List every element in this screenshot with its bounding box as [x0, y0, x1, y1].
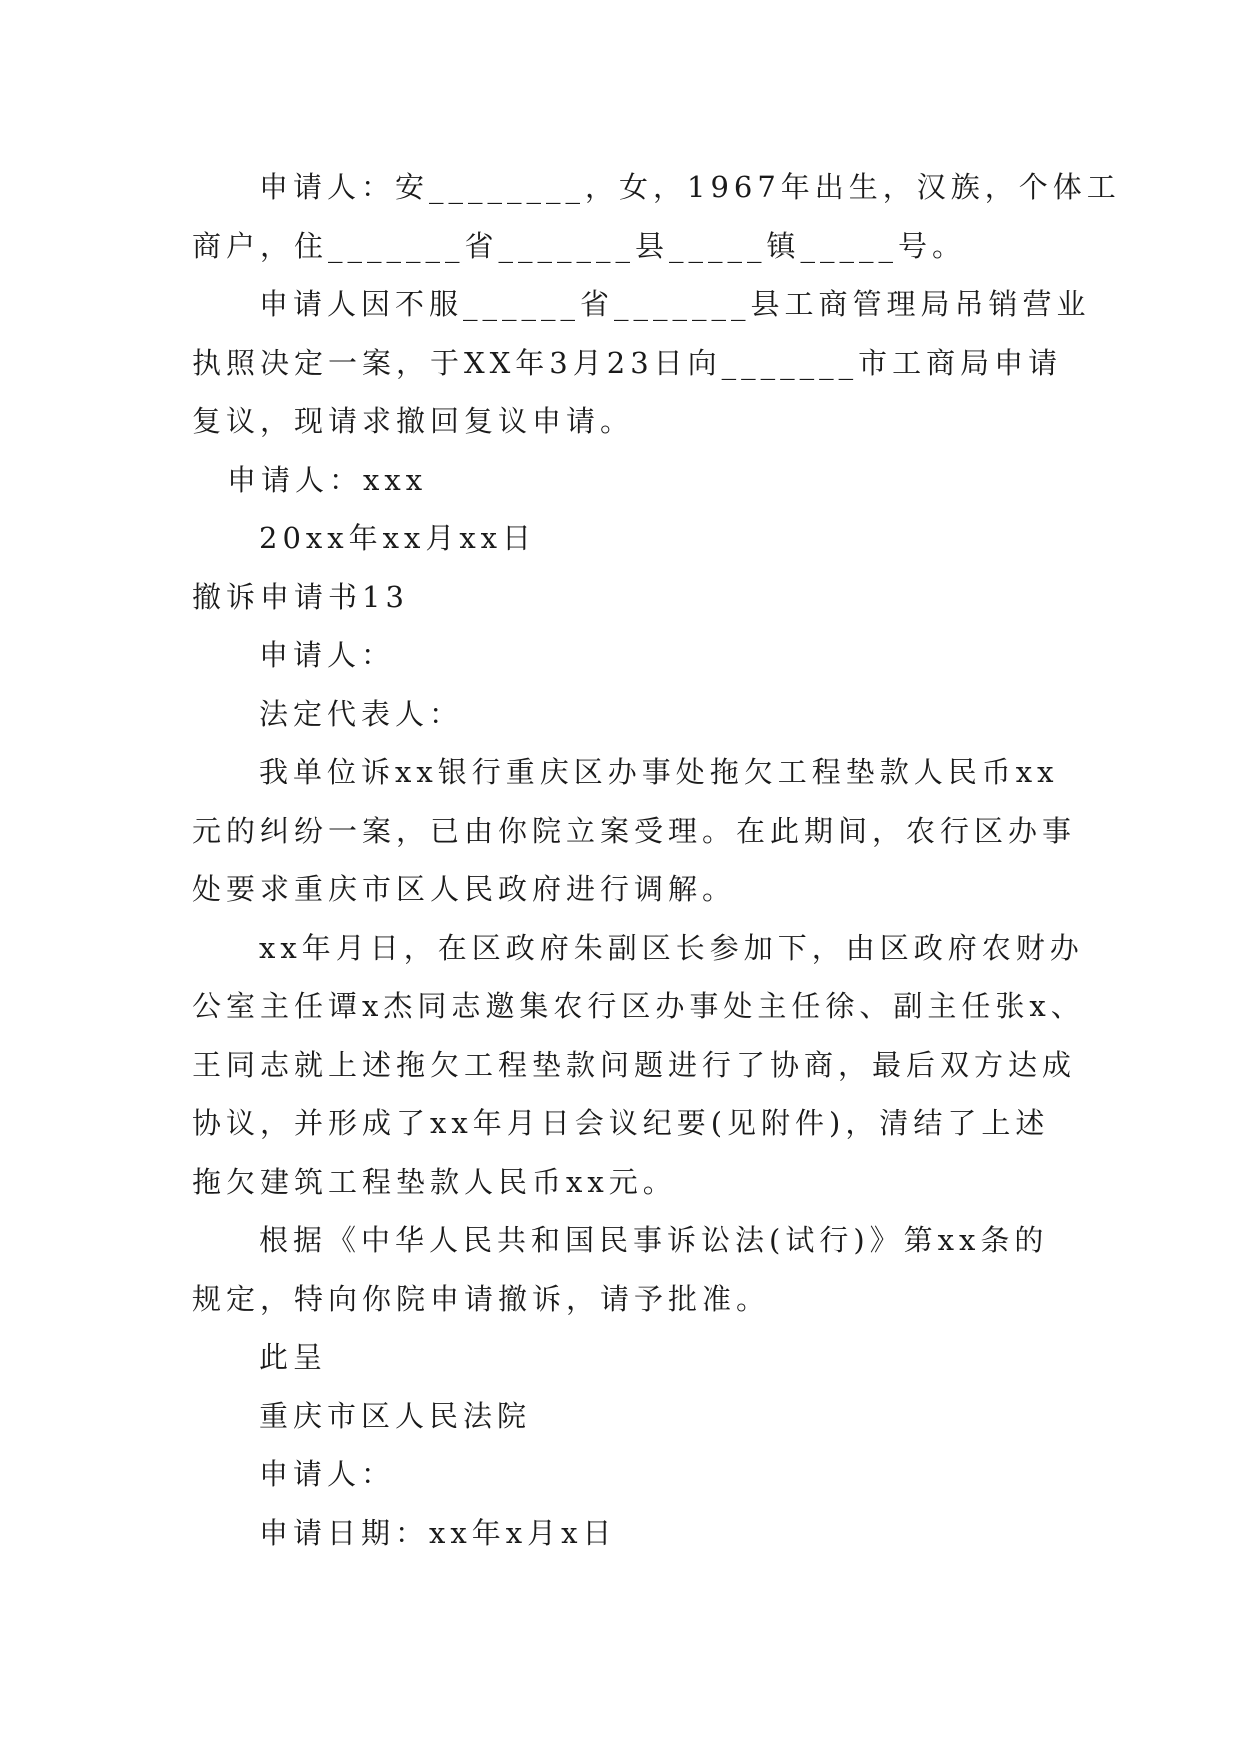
- text-line: 申请人：: [259, 638, 396, 672]
- text-line: xx年月日，在区政府朱副区长参加下，由区政府农财办: [259, 930, 1084, 965]
- text-line: 拖欠建筑工程垫款人民币xx元。: [192, 1164, 677, 1199]
- text-line: 此呈: [259, 1340, 328, 1374]
- text-line: 申请人因不服______省_______县工商管理局吊销营业: [259, 287, 1091, 321]
- text-line: 处要求重庆市区人民政府进行调解。: [192, 872, 737, 906]
- text-line: 我单位诉xx银行重庆区办事处拖欠工程垫款人民币xx: [259, 755, 1059, 789]
- text-line: 申请人：安________，女，1967年出生，汉族，个体工: [259, 170, 1121, 204]
- text-line: 申请日期：xx年x月x日: [259, 1515, 617, 1550]
- text-line: 规定，特向你院申请撤诉，请予批准。: [192, 1281, 771, 1316]
- text-line: 王同志就上述拖欠工程垫款问题进行了协商，最后双方达成: [192, 1047, 1077, 1082]
- text-line: 申请人：: [259, 1457, 396, 1491]
- text-line: 根据《中华人民共和国民事诉讼法(试行)》第xx条的: [259, 1223, 1049, 1257]
- text-line: 协议，并形成了xx年月日会议纪要(见附件)，清结了上述: [192, 1106, 1050, 1140]
- text-line: 申请人：xxx: [227, 462, 428, 497]
- text-line: 执照决定一案，于XX年3月23日向_______市工商局申请: [192, 345, 1063, 380]
- text-line: 商户，住_______省_______县_____镇_____号。: [192, 228, 967, 263]
- text-line: 重庆市区人民法院: [259, 1398, 532, 1433]
- text-line: 撤诉申请书13: [192, 579, 409, 614]
- text-line: 20xx年xx月xx日: [259, 521, 537, 555]
- text-line: 复议，现请求撤回复议申请。: [192, 404, 635, 438]
- text-line: 公室主任谭x杰同志邀集农行区办事处主任徐、副主任张x、: [192, 989, 1085, 1023]
- text-line: 元的纠纷一案，已由你院立案受理。在此期间，农行区办事: [192, 813, 1077, 848]
- text-line: 法定代表人：: [259, 696, 464, 731]
- document-body: [192, 158, 1121, 1562]
